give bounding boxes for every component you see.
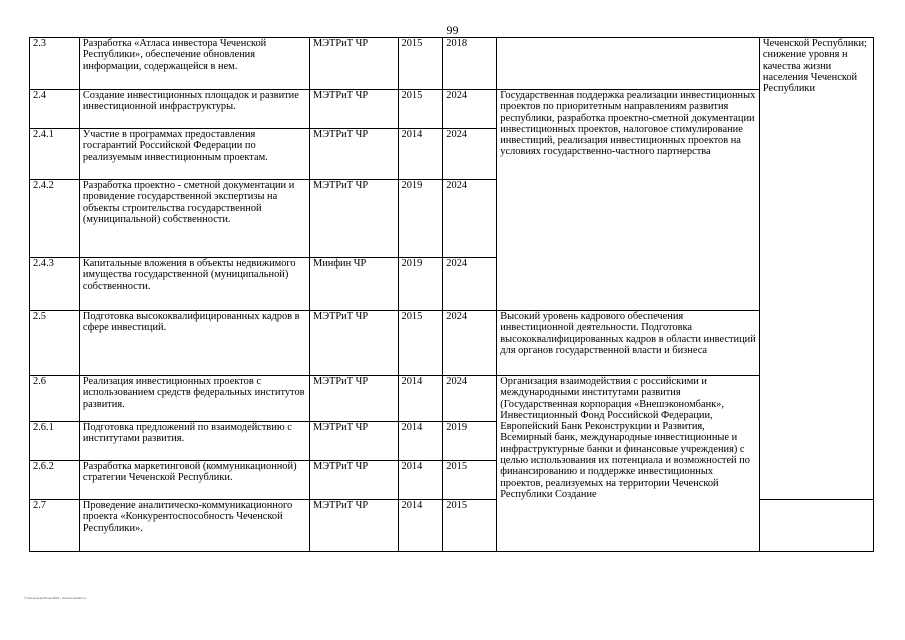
executor: МЭТРиТ ЧР <box>309 422 398 461</box>
end-year: 2024 <box>443 258 497 311</box>
end-year: 2015 <box>443 461 497 500</box>
end-year: 2024 <box>443 311 497 376</box>
executor: МЭТРиТ ЧР <box>309 38 398 90</box>
end-year: 2015 <box>443 500 497 552</box>
table-row <box>30 376 874 422</box>
row-number: 2.6.2 <box>30 461 80 500</box>
row-number: 2.4.3 <box>30 258 80 311</box>
end-year: 2024 <box>443 376 497 422</box>
start-year: 2015 <box>398 311 443 376</box>
footer-note: © КонсультантПлюс 2019 - www.consultant.ru <box>24 596 87 600</box>
executor: МЭТРиТ ЧР <box>309 311 398 376</box>
task-name: Подготовка высококвалифицированных кадров в сфере инвестиций. <box>79 311 309 376</box>
executor: МЭТРиТ ЧР <box>309 376 398 422</box>
start-year: 2014 <box>398 422 443 461</box>
start-year: 2019 <box>398 180 443 258</box>
start-year: 2015 <box>398 38 443 90</box>
executor: МЭТРиТ ЧР <box>309 180 398 258</box>
task-name: Реализация инвестиционных проектов с использованием средств федеральных институтов развития. <box>79 376 309 422</box>
task-name: Проведение аналитическо-коммуникационного проекта «Конкурентоспособность Чеченской Республики». <box>79 500 309 552</box>
executor: МЭТРиТ ЧР <box>309 461 398 500</box>
row-number: 2.3 <box>30 38 80 90</box>
end-year: 2018 <box>443 38 497 90</box>
row-number: 2.4.1 <box>30 129 80 180</box>
start-year: 2014 <box>398 461 443 500</box>
start-year: 2014 <box>398 500 443 552</box>
page-number: 99 <box>446 23 459 37</box>
task-name: Разработка «Атласа инвестора Чеченской Республики», обеспечение обновления информации, содержащейся в нем. <box>79 38 309 90</box>
row-number: 2.6 <box>30 376 80 422</box>
task-name: Подготовка предложений по взаимодействию с институтами развития. <box>79 422 309 461</box>
end-year: 2024 <box>443 129 497 180</box>
task-name: Создание инвестиционных площадок и развитие инвестиционной инфраструктуры. <box>79 90 309 129</box>
task-name: Разработка проектно - сметной документации и провидение государственной экспертизы на объекты строительства государственной (муниципальной) собственности. <box>79 180 309 258</box>
row-number: 2.4 <box>30 90 80 129</box>
indicator-empty <box>759 500 873 552</box>
measures-table <box>29 37 874 552</box>
table-row <box>30 38 874 90</box>
result-investment-support: Государственная поддержка реализации инвестиционных проектов по приоритетным направлениям развития республики, разработка проектно-сметной документации инвестиционных проектов, налоговое стимулирование инвестиций, реализация инвестиционных проектов на условиях государственно-частного партнерства <box>497 90 760 311</box>
executor: МЭТРиТ ЧР <box>309 129 398 180</box>
indicator-cell: Чеченской Республики; снижение уровня н качества жизни населения Чеченской Республики <box>759 38 873 500</box>
row-number: 2.6.1 <box>30 422 80 461</box>
task-name: Участие в программах предоставления госгарантий Российской Федерации по реализуемым инвестиционным проектам. <box>79 129 309 180</box>
start-year: 2015 <box>398 90 443 129</box>
result-empty <box>497 38 760 90</box>
row-number: 2.4.2 <box>30 180 80 258</box>
executor: Минфин ЧР <box>309 258 398 311</box>
result-staffing: Высокий уровень кадрового обеспечения инвестиционной деятельности. Подготовка высококвалифицированных кадров в области инвестиций для органов государственной власти и бизнеса <box>497 311 760 376</box>
table-row <box>30 311 874 376</box>
row-number: 2.5 <box>30 311 80 376</box>
end-year: 2024 <box>443 180 497 258</box>
table-row <box>30 90 874 129</box>
end-year: 2019 <box>443 422 497 461</box>
result-development-institutions: Организация взаимодействия с российскими и международными институтами развития (Государственная корпорация «Внешэкономбанк», Инвестиционный Фонд Российской Федерации, Европейский Банк Реконструкции и Развития, Всемирный банк, международные инвестиционные и инфраструктурные банки и финансовые учреждения) с целью использования их потенциала и возможностей по финансированию и поддержке инвестиционных проектов, реализуемых на территории Чеченской Республики Создание <box>497 376 760 552</box>
row-number: 2.7 <box>30 500 80 552</box>
start-year: 2014 <box>398 376 443 422</box>
start-year: 2014 <box>398 129 443 180</box>
executor: МЭТРиТ ЧР <box>309 500 398 552</box>
task-name: Капитальные вложения в объекты недвижимого имущества государственной (муниципальной) собственности. <box>79 258 309 311</box>
start-year: 2019 <box>398 258 443 311</box>
task-name: Разработка маркетинговой (коммуникационной) стратегии Чеченской Республики. <box>79 461 309 500</box>
executor: МЭТРиТ ЧР <box>309 90 398 129</box>
end-year: 2024 <box>443 90 497 129</box>
